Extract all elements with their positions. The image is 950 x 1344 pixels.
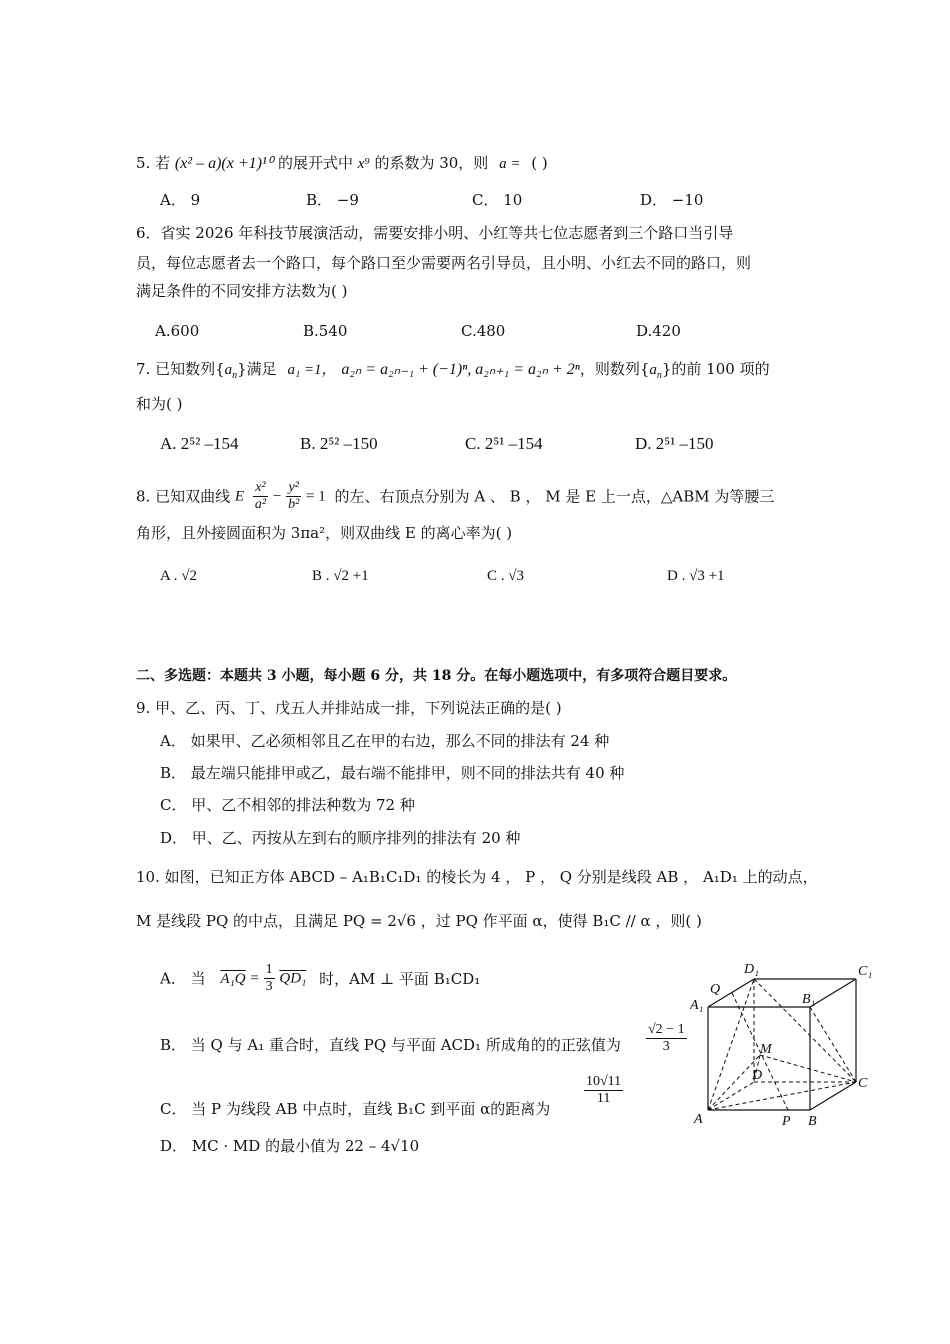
q7-option-b: B. 2⁵² –150 [300, 434, 378, 453]
edge-b1c1 [810, 979, 856, 1007]
q5-ask: a = [499, 156, 521, 172]
label-c1: C₁ [858, 964, 873, 979]
label-c: C [858, 1076, 868, 1091]
q7-option-c: C. 2⁵¹ –154 [465, 434, 543, 453]
q10-option-d: D． MC · MD 的最小值为 22 – 4√10 [160, 1137, 420, 1155]
q10-option-c-num: 10√11 [586, 1074, 622, 1089]
q6-option-c: C.480 [461, 322, 506, 340]
q8-frac-y [286, 480, 301, 513]
label-a1: A₁ [690, 998, 704, 1013]
q8-option-b: B . √2 +1 [312, 568, 369, 584]
q7-text-d: }的前 100 项的 [661, 360, 770, 378]
q7-text-c: ，则数列{ [579, 360, 650, 378]
q7-line-1 [136, 359, 770, 380]
q8-eq-tail: = 1 [306, 488, 326, 505]
q7-option-a: A. 2⁵² –154 [160, 434, 239, 453]
q8-frac-x-den: a² [254, 497, 267, 512]
q9-option-d: D． 甲、乙、丙按从左到右的顺序排列的排法有 20 种 [160, 829, 521, 847]
q5-term: x⁹ [357, 156, 370, 172]
q7-seq-n2: n [656, 370, 662, 381]
q9-option-b: B． 最左端只能排甲或乙，最右端不能排甲，则不同的排法共有 40 种 [160, 764, 625, 782]
q8-option-c: C . √3 [487, 568, 524, 584]
label-p: P [782, 1114, 791, 1129]
q9-option-c: C． 甲、乙不相邻的排法种数为 72 种 [160, 796, 415, 814]
q10-line-1: 10. 如图，已知正方体 ABCD – A₁B₁C₁D₁ 的棱长为 4 ， P ， Q 分别是线段 AB ， A₁D₁ 上的动点， [136, 868, 818, 886]
q10-equals: = [250, 970, 259, 987]
label-m: M [760, 1042, 772, 1057]
q10-option-c-den: 11 [596, 1091, 611, 1106]
q5-expression: (x² – a)(x +1)¹⁰ [174, 155, 274, 172]
q8-equation [253, 480, 326, 513]
q10-frac-third-den: 3 [265, 979, 273, 994]
q9-option-a: A． 如果甲、乙必须相邻且乙在甲的右边，那么不同的排法有 24 种 [160, 732, 610, 750]
q10-option-b [160, 1035, 621, 1055]
q10-frac-third-num: 1 [265, 962, 273, 977]
q10-vector-a1q: A₁Q [220, 970, 246, 987]
diag-ad1 [708, 979, 754, 1110]
q10-option-b-num: √2 − 1 [648, 1022, 685, 1037]
label-a: A [694, 1112, 703, 1127]
q5-stem [136, 153, 548, 174]
q7-recurrence-1: a₂ₙ = a₂ₙ₋₁ + (−1)ⁿ [341, 361, 468, 378]
q5-answer-paren: ( ) [531, 154, 548, 172]
q7-seq-a: a [224, 362, 233, 378]
q5-option-c: C． 10 [472, 191, 523, 209]
q10-option-a-prefix: A． 当 [160, 969, 206, 988]
q10-option-b-text: B． 当 Q 与 A₁ 重合时，直线 PQ 与平面 ACD₁ 所成角的的正弦值为 [160, 1036, 621, 1054]
q8-line-1 [136, 480, 774, 520]
q10-option-b-den: 3 [662, 1039, 670, 1054]
seg-mc [760, 1055, 856, 1082]
q8-frac-x-num: x² [253, 480, 268, 497]
cube-figure [690, 955, 890, 1135]
label-d1: D₁ [744, 962, 759, 977]
q10-line-2: M 是线段 PQ 的中点，且满足 PQ = 2√6 ，过 PQ 作平面 α，使得 B₁C // α ，则( ) [136, 912, 702, 930]
label-b: B [808, 1114, 817, 1129]
section-2-heading: 二、多选题：本题共 3 小题，每小题 6 分，共 18 分。在每小题选项中，有多项符合题目要求。 [136, 668, 737, 684]
q5-suffix: 的系数为 30，则 [374, 154, 489, 172]
q7-text-b: }满足 [237, 360, 277, 378]
q10-option-c [160, 1099, 550, 1119]
q7-recurrence-2: , a₂ₙ₊₁ = a₂ₙ + 2ⁿ [467, 361, 580, 378]
q8-frac-y-num: y² [286, 480, 301, 497]
q8-frac-x [253, 480, 268, 513]
q10-option-a-text: 时，AM ⊥ 平面 B₁CD₁ [319, 969, 481, 988]
q6-line-3: 满足条件的不同安排方法数为( ) [136, 282, 348, 300]
q6-line-2: 员，每位志愿者去一个路口，每个路口至少需要两名引导员，且小明、小红去不同的路口，则 [136, 254, 752, 272]
q10-frac-third [264, 962, 275, 995]
q6-option-a: A.600 [155, 322, 200, 340]
label-q: Q [710, 982, 721, 997]
q7-line-2: 和为( ) [136, 395, 183, 413]
q6-option-b: B.540 [303, 322, 348, 340]
label-d: D [752, 1068, 763, 1083]
q10-option-a [160, 962, 480, 1008]
q8-E: E [234, 488, 245, 505]
q10-vector-qd1: QD₁ [279, 970, 307, 987]
q8-minus: − [272, 488, 282, 505]
q10-option-c-text: C． 当 P 为线段 AB 中点时，直线 B₁C 到平面 α的距离为 [160, 1100, 551, 1118]
q5-option-a: A． 9 [160, 191, 201, 209]
q9-stem: 9. 甲、乙、丙、丁、戊五人并排站成一排，下列说法正确的是( ) [136, 699, 562, 717]
q7-seq-n: n [232, 370, 238, 381]
q5-prefix: 5. 若 [136, 154, 171, 172]
q7-text-a: 7. 已知数列{ [136, 360, 225, 378]
q8-text-1: 的左、右顶点分别为 A 、 B ， M 是 E 上一点，△ABM 为等腰三 [334, 487, 775, 506]
q7-option-d: D. 2⁵¹ –150 [635, 434, 714, 453]
q6-option-d: D.420 [636, 322, 681, 340]
q10-option-b-frac [646, 1022, 687, 1055]
q7-seq-a2: a [649, 362, 657, 378]
q5-option-b: B． −9 [306, 191, 359, 209]
q8-option-d: D . √3 +1 [667, 568, 725, 584]
q8-line-2: 角形，且外接圆面积为 3πa²，则双曲线 E 的离心率为( ) [136, 524, 513, 542]
q6-line-1: 6．省实 2026 年科技节展演活动，需要安排小明、小红等共七位志愿者到三个路口当引导 [136, 224, 734, 242]
q8-prefix: 8. 已知双曲线 [136, 487, 231, 506]
q8-option-a: A . √2 [160, 568, 197, 584]
q7-a1: a₁ =1， [287, 362, 337, 378]
q5-option-d: D． −10 [640, 191, 704, 209]
label-b1: B₁ [802, 992, 816, 1007]
q5-mid: 的展开式中 [277, 154, 353, 172]
q10-option-c-frac [584, 1074, 623, 1107]
q8-frac-y-den: b² [288, 497, 300, 512]
